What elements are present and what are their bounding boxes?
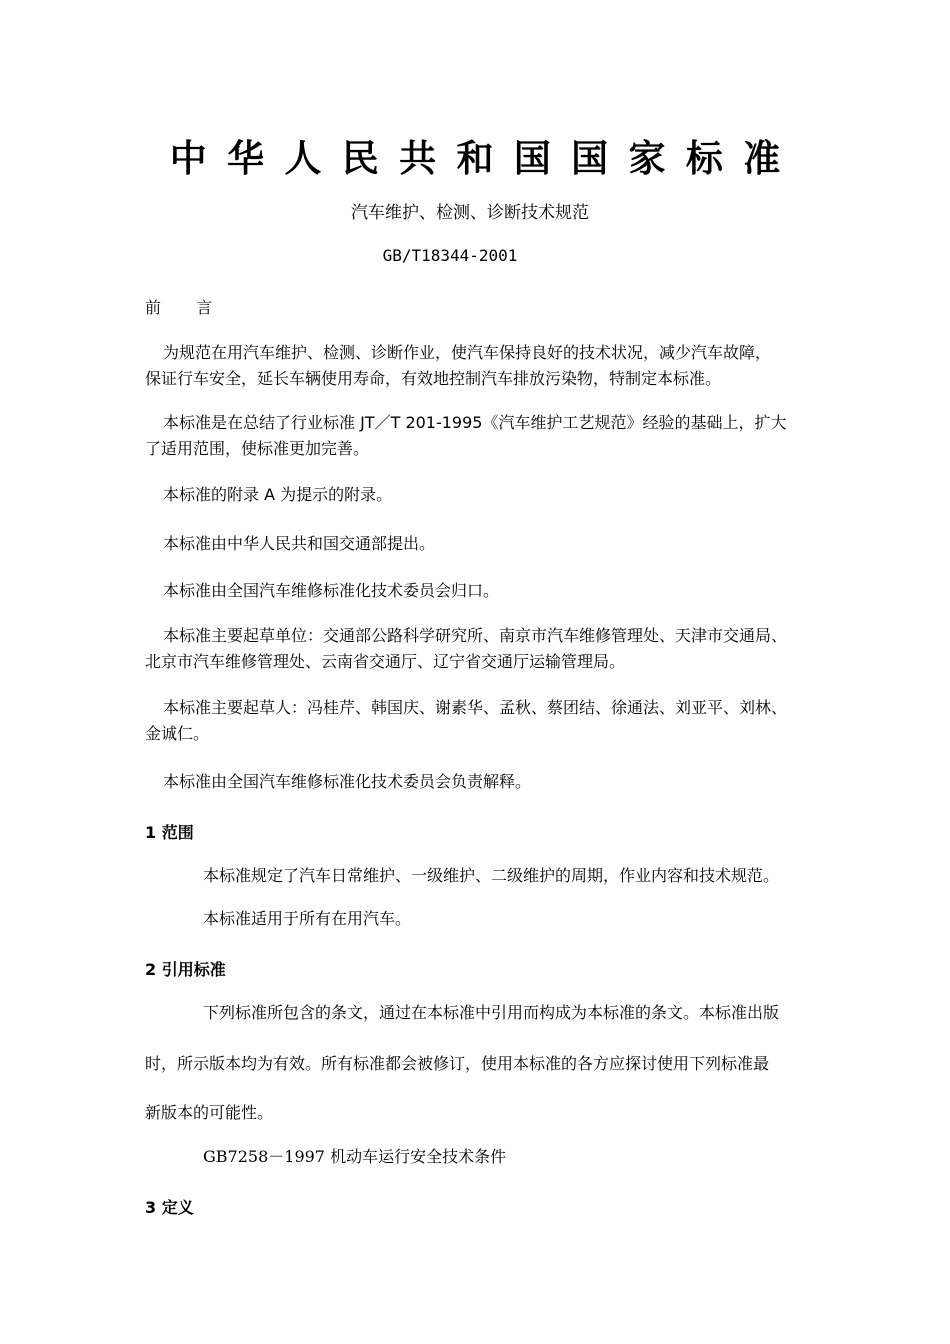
paragraph-line: 本标准由全国汽车维修标准化技术委员会负责解释。 xyxy=(163,772,532,791)
reference-standard: GB7258－1997 机动车运行安全技术条件 xyxy=(203,1147,507,1166)
preface-paragraph xyxy=(145,531,810,557)
preface-paragraph xyxy=(145,482,810,508)
paragraph-line: 北京市汽车维修管理处、云南省交通厅、辽宁省交通厅运输管理局。 xyxy=(145,652,626,671)
paragraph-line: 本标准主要起草人：冯桂芹、韩国庆、谢素华、孟秋、蔡团结、徐通法、刘亚平、刘林、 xyxy=(163,698,788,717)
preface-paragraph xyxy=(145,340,810,392)
preface-heading: 前言 xyxy=(145,298,248,317)
paragraph-line: 为规范在用汽车维护、检测、诊断作业，使汽车保持良好的技术状况，减少汽车故障， xyxy=(163,343,772,362)
paragraph-line: 本标准是在总结了行业标准 JT／T 201-1995《汽车维护工艺规范》经验的基础上，扩大 xyxy=(163,413,787,432)
section-heading-references: 2 引用标准 xyxy=(145,960,226,979)
paragraph-line: 本标准的附录 A 为提示的附录。 xyxy=(163,485,393,504)
preface-paragraph xyxy=(145,769,810,795)
paragraph-line: 本标准由全国汽车维修标准化技术委员会归口。 xyxy=(163,581,500,600)
section-line: 新版本的可能性。 xyxy=(145,1103,274,1122)
section-heading-scope: 1 范围 xyxy=(145,823,194,842)
section-line: 时，所示版本均为有效。所有标准都会被修订，使用本标准的各方应探讨使用下列标准最 xyxy=(145,1054,770,1073)
standard-code: GB/T18344-2001 xyxy=(382,246,518,265)
paragraph-line: 金诚仁。 xyxy=(145,724,210,743)
section-line: 下列标准所包含的条文，通过在本标准中引用而构成为本标准的条文。本标准出版 xyxy=(203,1003,780,1022)
document-subtitle: 汽车维护、检测、诊断技术规范 xyxy=(351,203,589,223)
preface-paragraph xyxy=(145,695,810,747)
document-title: 中华人民共和国国家标准 xyxy=(169,137,801,180)
preface-paragraph xyxy=(145,578,810,604)
section-line: 本标准适用于所有在用汽车。 xyxy=(203,909,412,928)
paragraph-line: 本标准由中华人民共和国交通部提出。 xyxy=(163,534,436,553)
section-heading-definitions: 3 定义 xyxy=(145,1198,194,1217)
paragraph-line: 本标准主要起草单位：交通部公路科学研究所、南京市汽车维修管理处、天津市交通局、 xyxy=(163,626,788,645)
paragraph-line: 了适用范围，使标准更加完善。 xyxy=(145,439,370,458)
preface-paragraph xyxy=(145,623,810,675)
preface-paragraph xyxy=(145,410,810,462)
section-line: 本标准规定了汽车日常维护、一级维护、二级维护的周期，作业内容和技术规范。 xyxy=(203,866,780,885)
paragraph-line: 保证行车安全，延长车辆使用寿命，有效地控制汽车排放污染物，特制定本标准。 xyxy=(145,369,722,388)
